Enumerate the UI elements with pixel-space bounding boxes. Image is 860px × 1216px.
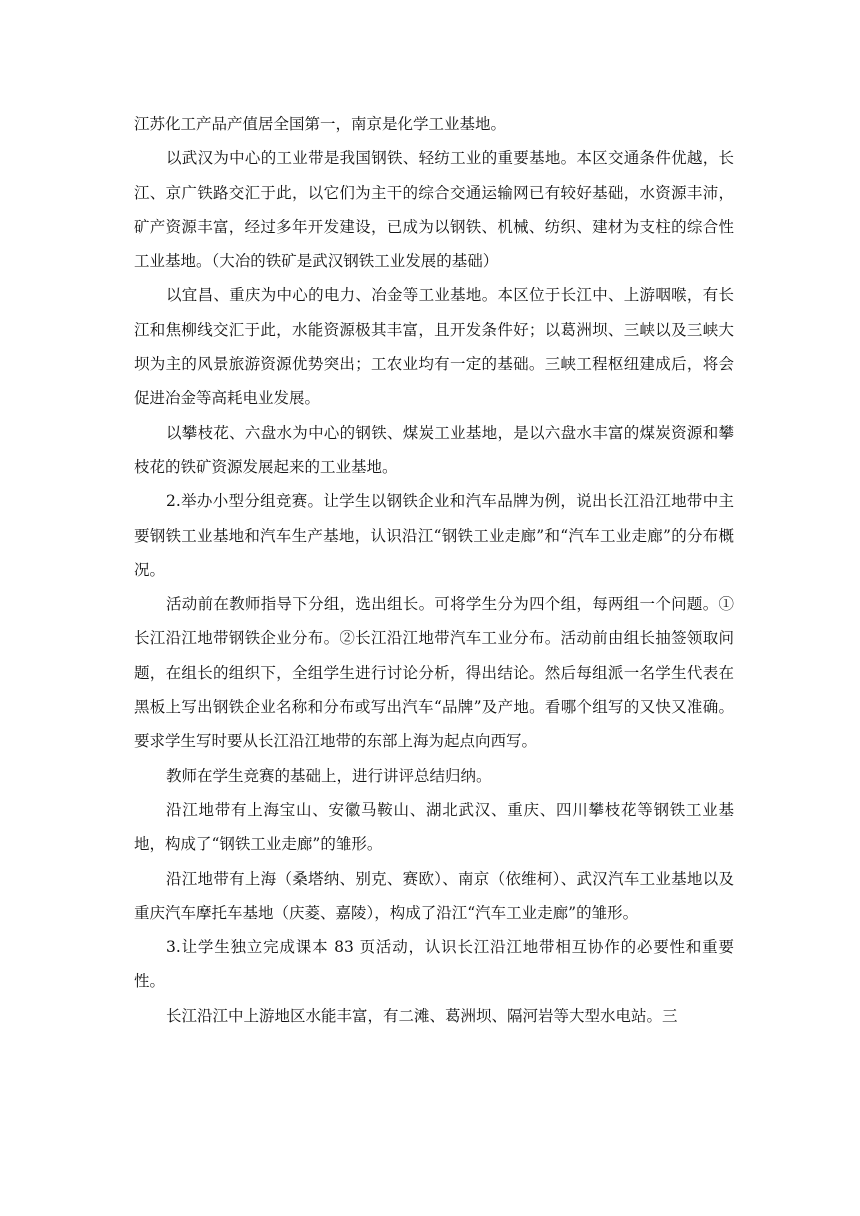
paragraph-3: 以宜昌、重庆为中心的电力、冶金等工业基地。本区位于长江中、上游咽喉，有长江和焦柳线交汇于此，水能资源极其丰富，且开发条件好；以葛洲坝、三峡以及三峡大坝为主的风景旅游资源优势突出；工农业均有一定的基础。三峡工程枢纽建成后，将会促进冶金等高耗电业发展。 xyxy=(134,286,734,408)
document-body xyxy=(134,107,734,1033)
paragraph-2: 以武汉为中心的工业带是我国钢铁、轻纺工业的重要基地。本区交通条件优越，长江、京广铁路交汇于此，以它们为主干的综合交通运输网已有较好基础，水资源丰沛，矿产资源丰富，经过多年开发建设，已成为以钢铁、机械、纺织、建材为支柱的综合性工业基地。（大冶的铁矿是武汉钢铁工业发展的基础） xyxy=(134,149,734,271)
paragraph-9: 沿江地带有上海（桑塔纳、别克、赛欧）、南京（依维柯）、武汉汽车工业基地以及重庆汽车摩托车基地（庆菱、嘉陵），构成了沿江“汽车工业走廊”的雏形。 xyxy=(134,869,734,922)
paragraph-10: 3.让学生独立完成课本 83 页活动，认识长江沿江地带相互协作的必要性和重要性。 xyxy=(134,938,734,991)
paragraph-4: 以攀枝花、六盘水为中心的钢铁、煤炭工业基地，是以六盘水丰富的煤炭资源和攀枝花的铁矿资源发展起来的工业基地。 xyxy=(134,423,734,476)
paragraph-6: 活动前在教师指导下分组，选出组长。可将学生分为四个组，每两组一个问题。①长江沿江地带钢铁企业分布。②长江沿江地带汽车工业分布。活动前由组长抽签领取问题，在组长的组织下，全组学生进行讨论分析，得出结论。然后每组派一名学生代表在黑板上写出钢铁企业名称和分布或写出汽车“品牌”及产地。看哪个组写的又快又准确。要求学生写时要从长江沿江地带的东部上海为起点向西写。 xyxy=(134,595,734,751)
paragraph-5: 2.举办小型分组竞赛。让学生以钢铁企业和汽车品牌为例，说出长江沿江地带中主要钢铁工业基地和汽车生产基地，认识沿江“钢铁工业走廊”和“汽车工业走廊”的分布概况。 xyxy=(134,492,734,579)
paragraph-1: 江苏化工产品产值居全国第一，南京是化学工业基地。 xyxy=(134,115,507,133)
paragraph-8: 沿江地带有上海宝山、安徽马鞍山、湖北武汉、重庆、四川攀枝花等钢铁工业基地，构成了“钢铁工业走廊”的雏形。 xyxy=(134,800,734,854)
paragraph-7: 教师在学生竞赛的基础上，进行讲评总结归纳。 xyxy=(166,766,492,785)
paragraph-11: 长江沿江中上游地区水能丰富，有二滩、葛洲坝、隔河岩等大型水电站。三 xyxy=(166,1006,678,1025)
